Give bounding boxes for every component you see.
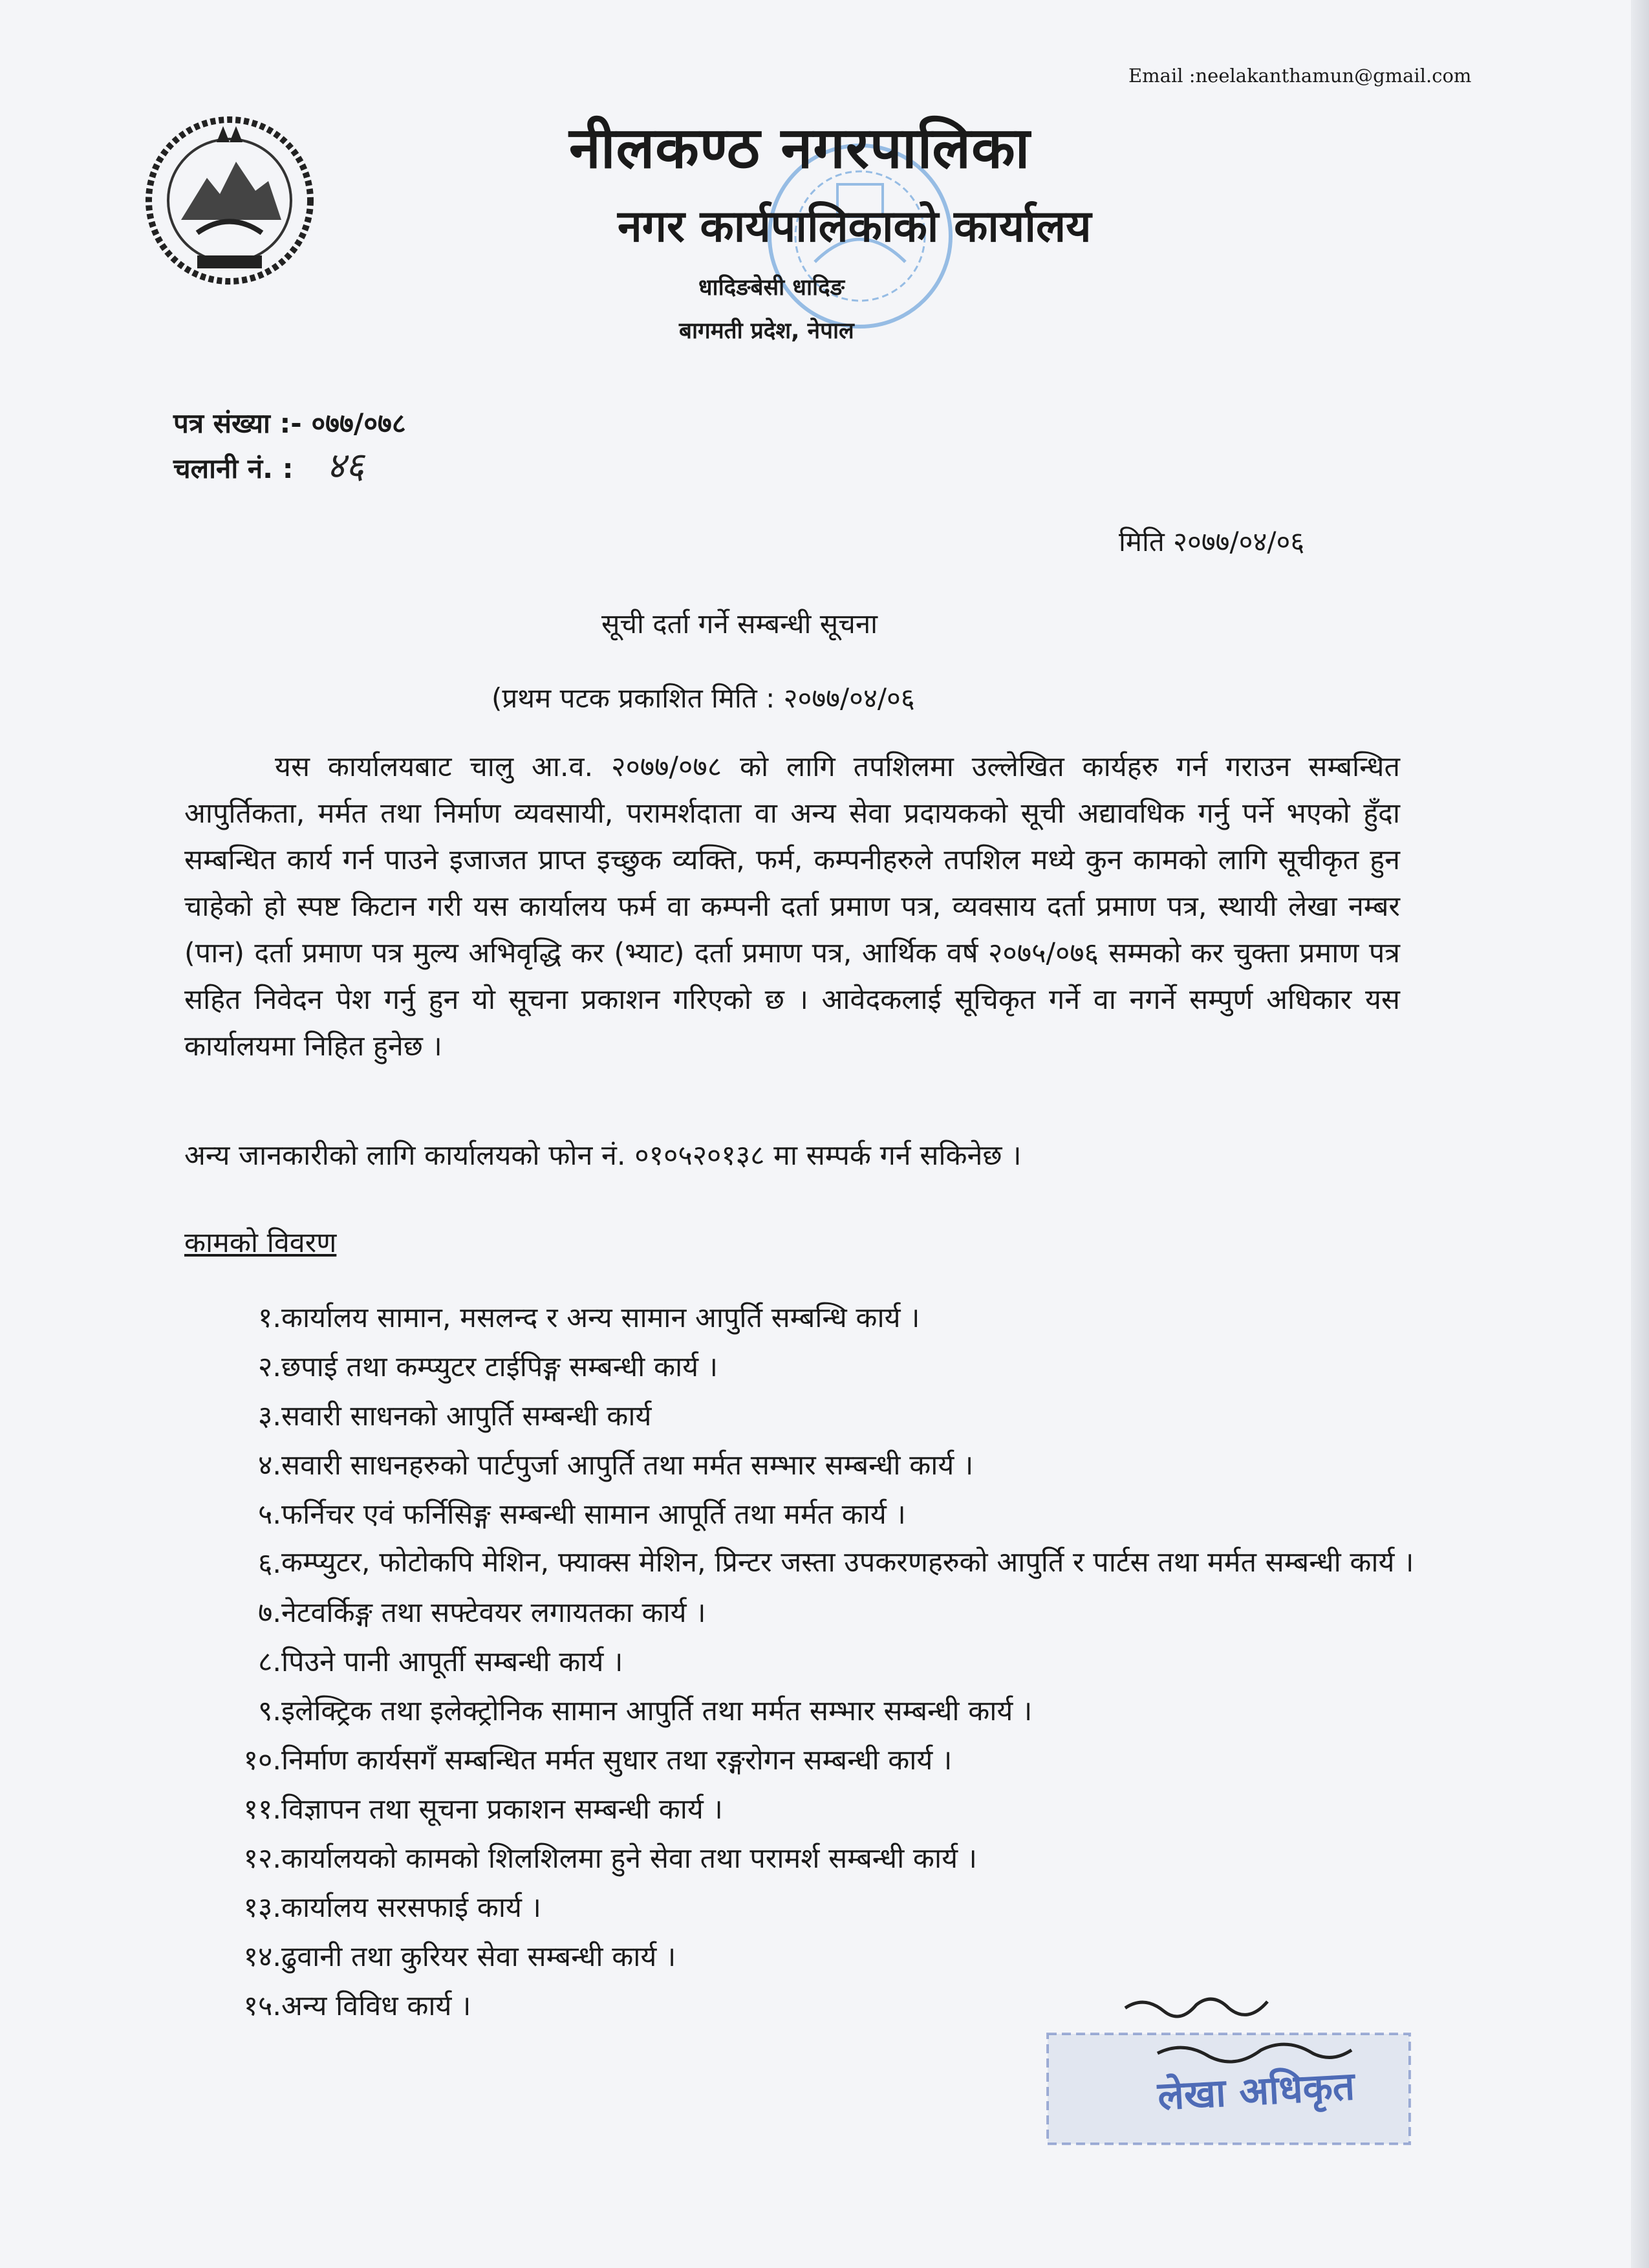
list-item-number: ६.	[257, 1548, 281, 1580]
list-item-number: ४.	[257, 1449, 281, 1482]
first-published-date: (प्रथम पटक प्रकाशित मिति : २०७७/०४/०६	[491, 682, 915, 714]
list-item-text: सवारी साधनको आपुर्ति सम्बन्धी कार्य	[281, 1400, 652, 1432]
list-item-number: ९.	[257, 1695, 281, 1727]
list-item-text: निर्माण कार्यसगँ सम्बन्धित मर्मत सुधार तथा रङ्गरोगन सम्बन्धी कार्य ।	[281, 1744, 953, 1777]
list-item-text: अन्य विविध कार्य ।	[281, 1990, 471, 2022]
letter-number: पत्र संख्या :- ०७७/०७८	[173, 407, 406, 439]
contact-info: अन्य जानकारीको लागि कार्यालयको फोन नं. ०१०५२०१३८ मा सम्पर्क गर्न सकिनेछ ।	[184, 1139, 1022, 1172]
list-item-number: १.	[257, 1302, 281, 1334]
list-item-number: १३.	[243, 1892, 281, 1924]
list-item	[220, 1343, 1449, 1392]
list-item	[220, 1588, 1449, 1637]
chalani-number: ४६	[327, 445, 365, 487]
list-item-number: ५.	[257, 1498, 281, 1531]
list-item	[220, 1490, 1449, 1539]
list-item-text: सवारी साधनहरुको पार्टपुर्जा आपुर्ति तथा मर्मत सम्भार सम्बन्धी कार्य ।	[281, 1449, 974, 1482]
signature-stamp-text: लेखा अधिकृत	[1156, 2064, 1356, 2119]
list-item-text: छपाई तथा कम्प्युटर टाईपिङ्ग सम्बन्धी कार्य ।	[281, 1351, 718, 1383]
work-list	[220, 1293, 1449, 2031]
list-item	[220, 1637, 1449, 1687]
list-item-number: १२.	[243, 1842, 281, 1875]
list-item	[220, 1392, 1449, 1441]
nepal-emblem-icon	[136, 107, 323, 294]
scan-edge	[1631, 0, 1649, 2268]
chalani-label: चलानी नं. :	[173, 453, 294, 484]
email-address: Email :neelakanthamun@gmail.com	[1128, 65, 1472, 87]
address-line-2: बागमती प्रदेश, नेपाल	[679, 318, 854, 344]
list-item-text: फर्निचर एवं फर्निसिङ्ग सम्बन्धी सामान आपूर्ति तथा मर्मत कार्य ।	[281, 1498, 906, 1531]
list-item-text: कार्यालय सरसफाई कार्य ।	[281, 1892, 541, 1924]
notice-date: मिति २०७७/०४/०६	[1119, 526, 1305, 557]
list-item	[220, 1736, 1449, 1785]
list-item-text: कम्प्युटर, फोटोकपि मेशिन, फ्याक्स मेशिन, प्रिन्टर जस्ता उपकरणहरुको आपुर्ति र पार्टस तथा मर्मत सम्बन्धी कार्य ।	[281, 1546, 1414, 1579]
list-item-number: १५.	[243, 1990, 281, 2022]
list-item-number: २.	[257, 1351, 281, 1383]
list-item-text: ढुवानी तथा कुरियर सेवा सम्बन्धी कार्य ।	[281, 1941, 676, 1973]
list-item	[220, 1785, 1449, 1834]
list-item-text: कार्यालय सामान, मसलन्द र अन्य सामान आपुर्ति सम्बन्धि कार्य ।	[281, 1302, 920, 1334]
list-item-number: ११.	[243, 1793, 281, 1826]
list-item	[220, 1441, 1449, 1490]
notice-subject: सूची दर्ता गर्ने सम्बन्धी सूचना	[601, 608, 878, 640]
municipality-title: नीलकण्ठ नगरपालिका	[569, 114, 1031, 181]
list-item-number: ८.	[257, 1646, 281, 1678]
list-item-text: नेटवर्किङ्ग तथा सफ्टेवयर लगायतका कार्य ।	[281, 1597, 706, 1629]
list-item-text: पिउने पानी आपूर्ती सम्बन्धी कार्य ।	[281, 1646, 623, 1678]
list-item	[220, 1293, 1449, 1343]
list-item-number: १०.	[243, 1744, 281, 1777]
notice-body: यस कार्यालयबाट चालु आ.व. २०७७/०७८ को लागि तपशिलमा उल्लेखित कार्यहरु गर्न गराउन सम्बन्धित आपुर्तिकता, मर्मत तथा निर्माण व्यवसायी, परामर्शदाता वा अन्य सेवा प्रदायकको सूची अद्यावधिक गर्नु पर्ने भएको हुँदा सम्बन्धित कार्य गर्न पाउने इजाजत प्राप्त इच्छुक व्यक्ति, फर्म, कम्पनीहरुले तपशिल मध्ये कुन कामको लागि सूचीकृत हुन चाहेको हो स्पष्ट किटान गरी यस कार्यालय फर्म वा कम्पनी दर्ता प्रमाण पत्र, व्यवसाय दर्ता प्रमाण पत्र, स्थायी लेखा नम्बर (पान) दर्ता प्रमाण पत्र मुल्य अभिवृद्धि कर (भ्याट) दर्ता प्रमाण पत्र, आर्थिक वर्ष २०७५/०७६ सम्मको कर चुक्ता प्रमाण पत्र सहित निवेदन पेश गर्नु हुन यो सूचना प्रकाशन गरिएको छ । आवेदकलाई सूचिकृत गर्ने वा नगर्ने सम्पुर्ण अधिकार यस कार्यालयमा निहित हुनेछ ।	[184, 751, 1400, 1063]
list-item-number: ७.	[257, 1597, 281, 1629]
list-item-text: इलेक्ट्रिक तथा इलेक्ट्रोनिक सामान आपुर्ति तथा मर्मत सम्भार सम्बन्धी कार्य ।	[281, 1695, 1033, 1727]
list-item-number: ३.	[257, 1400, 281, 1432]
list-item	[220, 1932, 1449, 1982]
office-subtitle: नगर कार्यपालिकाको कार्यालय	[618, 201, 1092, 252]
list-item	[220, 1834, 1449, 1883]
list-item-text: कार्यालयको कामको शिलशिलमा हुने सेवा तथा परामर्श सम्बन्धी कार्य ।	[281, 1842, 977, 1875]
list-item	[220, 1687, 1449, 1736]
work-list-heading: कामको विवरण	[184, 1227, 337, 1259]
list-item-number: १४.	[243, 1941, 281, 1973]
list-item	[220, 1883, 1449, 1932]
list-item-text: विज्ञापन तथा सूचना प्रकाशन सम्बन्धी कार्य ।	[281, 1793, 723, 1826]
list-item	[220, 1539, 1449, 1588]
address-line-1: धादिङबेसी धादिङ	[698, 275, 845, 301]
